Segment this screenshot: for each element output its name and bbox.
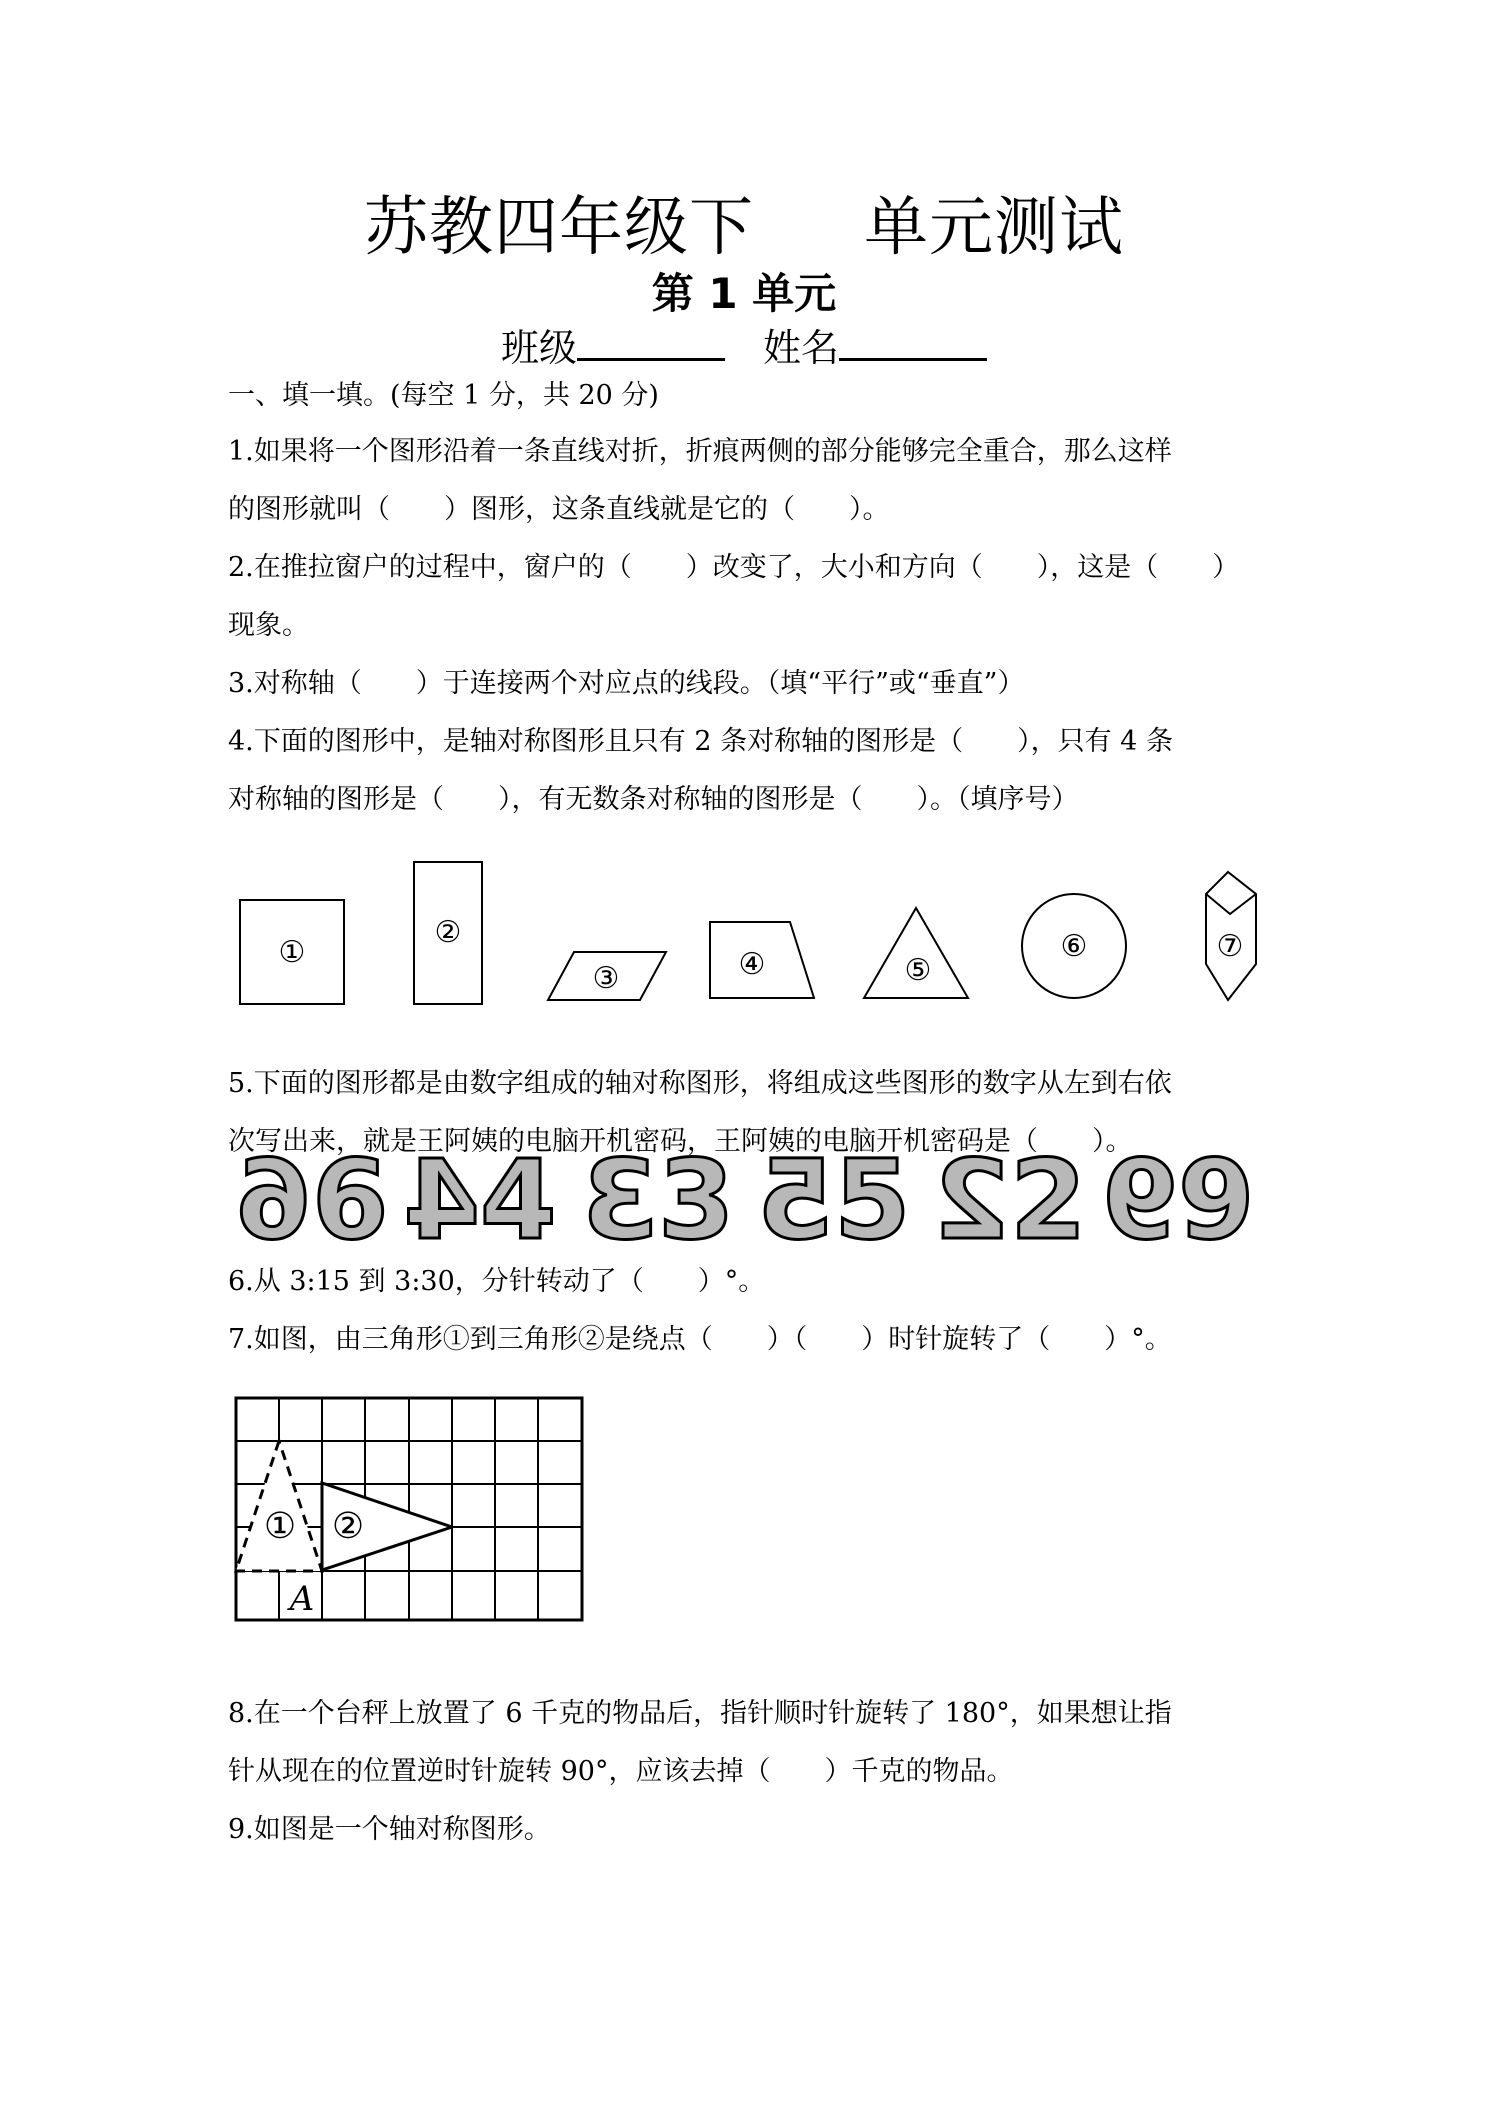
digit-mirrored: 4 (403, 1136, 480, 1264)
q9-line: 9.如图是一个轴对称图形。 (228, 1814, 551, 1845)
q5-line1: 5.下面的图形都是由数字组成的轴对称图形，将组成这些图形的数字从左到右依 (228, 1068, 1172, 1099)
digit: 5 (834, 1136, 911, 1264)
shape-label-7: ⑦ (1216, 929, 1244, 964)
title-right: 单元测试 (864, 191, 1124, 265)
class-blank[interactable] (577, 322, 725, 361)
digit-mirrored: 2 (933, 1136, 1010, 1264)
q1-line1: 1.如果将一个图形沿着一条直线对折，折痕两侧的部分能够完全重合，那么这样 (228, 436, 1172, 467)
q2-line2: 现象。 (228, 610, 309, 641)
digit-pair-6 (1101, 1136, 1254, 1264)
shape-label-1: ① (278, 935, 306, 970)
q1-line2: 的图形就叫（ ）图形，这条直线就是它的（ ）。 (228, 494, 890, 525)
section-heading: 一、填一填。(每空 1 分，共 20 分) (228, 380, 659, 411)
digit-mirrored: 9 (1101, 1136, 1178, 1264)
digit-mirrored: 3 (581, 1136, 658, 1264)
shape-label-5: ⑤ (904, 953, 932, 988)
digit-pair-5 (933, 1136, 1086, 1264)
digit-pair-2 (403, 1136, 556, 1264)
digit: 3 (658, 1136, 735, 1264)
q8-line2: 针从现在的位置逆时针旋转 90°，应该去掉（ ）千克的物品。 (228, 1756, 1014, 1787)
digit: 9 (1178, 1136, 1255, 1264)
digit-mirrored: 6 (235, 1136, 312, 1264)
triangle-1-label: ① (263, 1506, 297, 1547)
class-label: 班级 (500, 326, 577, 370)
digit: 2 (1010, 1136, 1087, 1264)
shape-label-3: ③ (592, 961, 620, 996)
student-info-line (0, 322, 1488, 374)
digit-pair-3 (581, 1136, 734, 1264)
q3-line: 3.对称轴（ ）于连接两个对应点的线段。（填“平行”或“垂直”） (228, 668, 1025, 699)
digit: 4 (480, 1136, 557, 1264)
shape-label-6: ⑥ (1060, 929, 1088, 964)
q2-line1: 2.在推拉窗户的过程中，窗户的（ ）改变了，大小和方向（ ），这是（ ） (228, 552, 1240, 583)
name-label: 姓名 (763, 326, 840, 370)
q5-line2: 次写出来，就是王阿姨的电脑开机密码，王阿姨的电脑开机密码是（ ）。 (228, 1126, 1133, 1157)
page-title (0, 188, 1488, 268)
q4-shapes-figure (0, 850, 1488, 1030)
shape-label-4: ④ (738, 947, 766, 982)
q5-digit-figure (0, 1136, 1488, 1264)
unit-subtitle: 第 1 单元 (651, 269, 837, 318)
digit-pair-1 (235, 1136, 388, 1264)
digit: 6 (312, 1136, 389, 1264)
q4-line2: 对称轴的图形是（ ），有无数条对称轴的图形是（ ）。（填序号） (228, 784, 1079, 815)
point-a-label: A (289, 1579, 315, 1619)
q4-line1: 4.下面的图形中，是轴对称图形且只有 2 条对称轴的图形是（ ），只有 4 条 (228, 726, 1173, 757)
name-blank[interactable] (839, 322, 987, 361)
triangle-2-label: ② (331, 1506, 365, 1547)
shape-arrow-notch (1206, 894, 1256, 914)
q7-rotation-grid (234, 1396, 594, 1628)
q6-line: 6.从 3:15 到 3:30，分针转动了（ ）°。 (228, 1266, 766, 1297)
q8-line1: 8.在一个台秤上放置了 6 千克的物品后，指针顺时针旋转了 180°，如果想让指 (228, 1698, 1172, 1729)
shape-label-2: ② (434, 915, 462, 950)
q7-line: 7.如图，由三角形①到三角形②是绕点（ ）（ ）时针旋转了（ ）°。 (228, 1324, 1172, 1355)
digit-pair-4 (757, 1136, 910, 1264)
digit-mirrored: 5 (757, 1136, 834, 1264)
title-left: 苏教四年级下 (364, 191, 754, 265)
